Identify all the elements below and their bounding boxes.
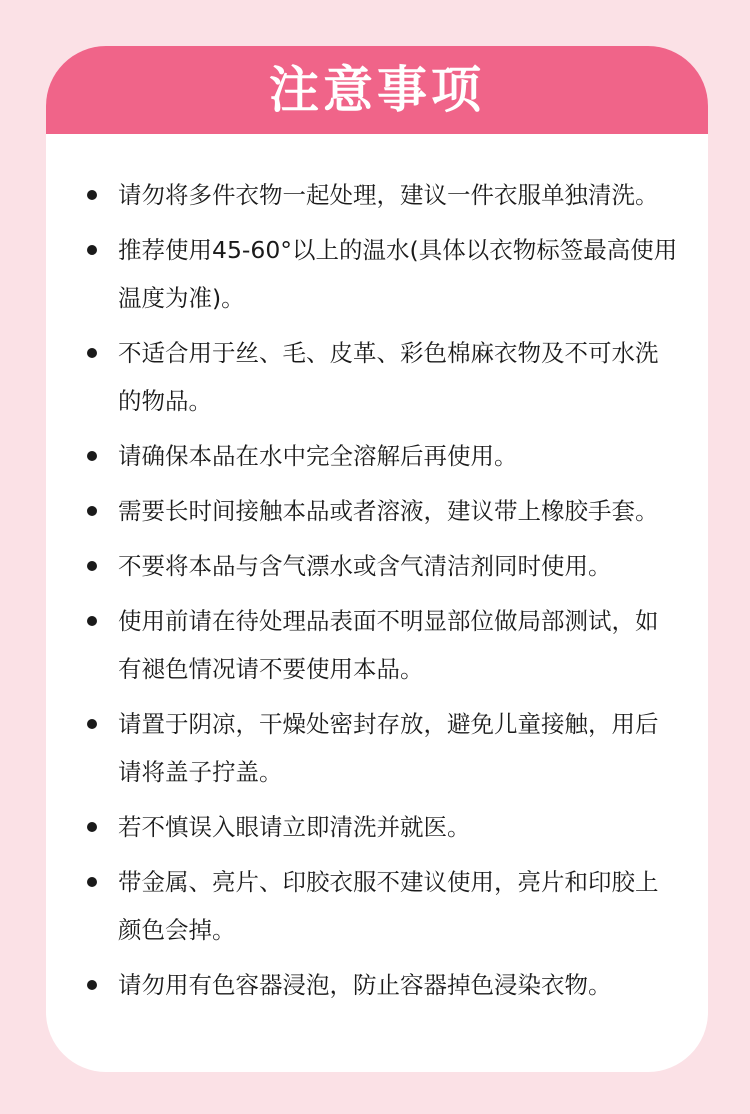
bullet-icon	[87, 877, 97, 887]
bullet-icon	[87, 451, 97, 461]
bullet-icon	[87, 616, 97, 626]
list-item-text: 请勿将多件衣物一起处理，建议一件衣服单独清洗。	[118, 181, 659, 209]
list-item-text: 需要长时间接触本品或者溶液，建议带上橡胶手套。	[118, 497, 659, 525]
notes-list	[46, 171, 708, 1016]
notice-card	[46, 46, 708, 1072]
bullet-icon	[87, 190, 97, 200]
bullet-icon	[87, 980, 97, 990]
bullet-icon	[87, 245, 97, 255]
list-item	[46, 961, 708, 1009]
list-item	[46, 226, 708, 322]
list-item-text: 请勿用有色容器浸泡，防止容器掉色浸染衣物。	[118, 971, 612, 999]
card-header	[46, 46, 708, 134]
list-item-text: 若不慎误入眼请立即清洗并就医。	[118, 813, 471, 841]
bullet-icon	[87, 348, 97, 358]
list-item	[46, 171, 708, 219]
list-item	[46, 700, 708, 796]
list-item-text: 带金属、亮片、印胶衣服不建议使用，亮片和印胶上颜色会掉。	[118, 868, 659, 944]
list-item-text: 使用前请在待处理品表面不明显部位做局部测试，如有褪色情况请不要使用本品。	[118, 607, 659, 683]
bullet-icon	[87, 719, 97, 729]
list-item	[46, 597, 708, 693]
list-item-text: 请确保本品在水中完全溶解后再使用。	[118, 442, 518, 470]
bullet-icon	[87, 822, 97, 832]
list-item	[46, 329, 708, 425]
list-item	[46, 432, 708, 480]
list-item	[46, 858, 708, 954]
list-item-text: 不适合用于丝、毛、皮革、彩色棉麻衣物及不可水洗的物品。	[118, 339, 659, 415]
list-item	[46, 803, 708, 851]
list-item-text: 推荐使用45-60°以上的温水(具体以衣物标签最高使用温度为准)。	[118, 236, 678, 312]
page-title: 注意事项	[269, 61, 485, 119]
bullet-icon	[87, 506, 97, 516]
list-item	[46, 487, 708, 535]
list-item-text: 请置于阴凉，干燥处密封存放，避免儿童接触，用后请将盖子拧盖。	[118, 710, 659, 786]
list-item-text: 不要将本品与含气漂水或含气清洁剂同时使用。	[118, 552, 612, 580]
bullet-icon	[87, 561, 97, 571]
list-item	[46, 542, 708, 590]
